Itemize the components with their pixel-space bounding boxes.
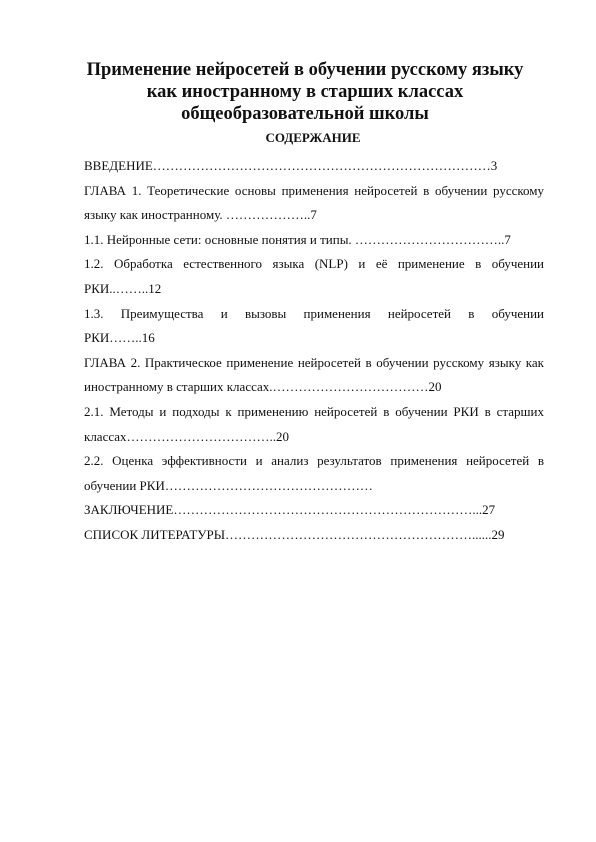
toc-item-section-1-1: 1.1. Нейронные сети: основные понятия и типы. ……………………………..7 [84, 231, 511, 247]
toc-item-section-2-2: 2.2. Оценка эффективности и анализ результатов применения нейросетей в обучении РКИ………………………………………… [84, 453, 544, 493]
toc-item-section-1-3: 1.3. Преимущества и вызовы применения нейросетей в обучении РКИ……..16 [84, 305, 544, 346]
toc-item-references: СПИСОК ЛИТЕРАТУРЫ…………………………………………………......29 [84, 526, 505, 542]
toc-item-conclusion: ЗАКЛЮЧЕНИЕ……………………………………………………………...27 [84, 502, 496, 518]
toc-item-section-1-2: 1.2. Обработка естественного языка (NLP) и её применение в обучении РКИ..……..12 [84, 256, 544, 296]
document-title: Применение нейросетей в обучении русскому языку как иностранному в старших классах общеобразовательной школы [86, 60, 524, 124]
table-of-contents [84, 154, 544, 548]
toc-item-chapter-1: ГЛАВА 1. Теоретические основы применения нейросетей в обучении русскому языку как иностранному. ………………..7 [84, 182, 544, 223]
toc-item-section-2-1: 2.1. Методы и подходы к применению нейросетей в обучении РКИ в старших классах……………………………..20 [84, 403, 544, 444]
toc-item-introduction: ВВЕДЕНИЕ……………………………………………………………………3 [84, 158, 498, 173]
toc-item-chapter-2: ГЛАВА 2. Практическое применение нейросетей в обучении русскому языку как иностранному в старших классах.………………………………20 [84, 354, 544, 395]
toc-heading: СОДЕРЖАНИЕ [265, 130, 361, 145]
